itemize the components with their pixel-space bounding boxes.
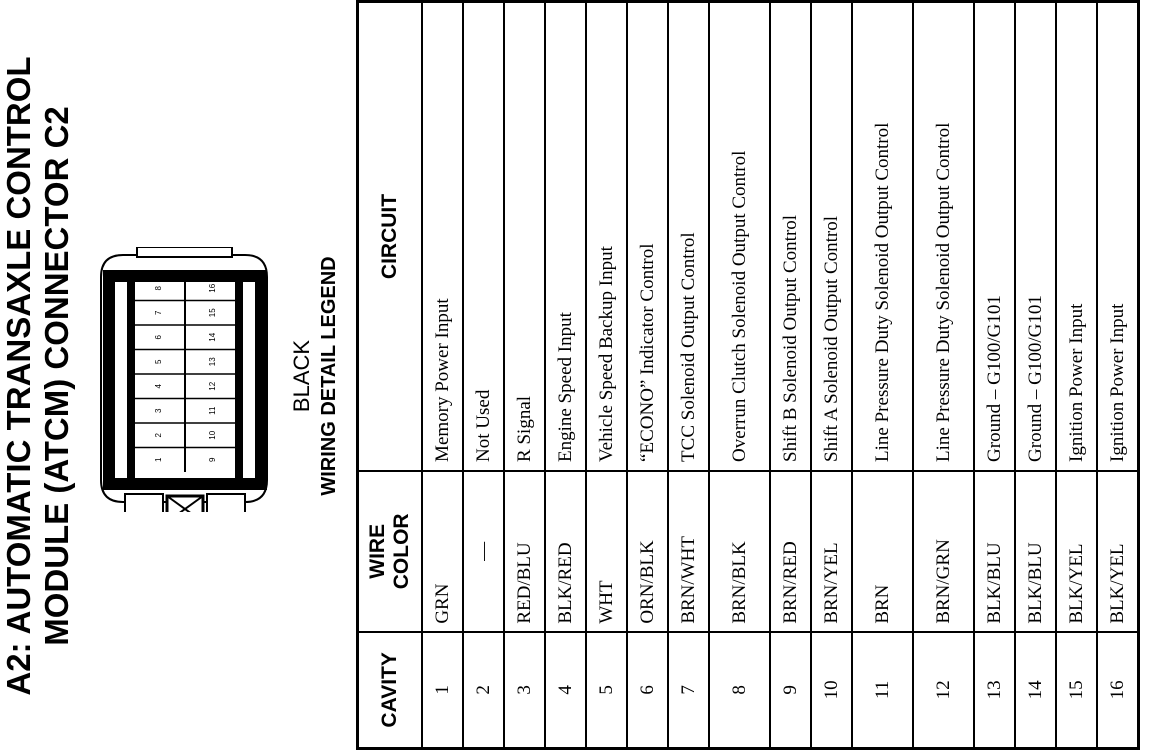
header-cavity: CAVITY: [358, 632, 423, 749]
page-title: [0, 0, 76, 752]
table-row: [586, 2, 627, 749]
wire-color-cell: BLK/YEL: [1056, 471, 1097, 632]
table-row: [811, 2, 852, 749]
header-wire-line2: COLOR: [390, 513, 413, 590]
circuit-cell: Ground – G100/G101: [974, 2, 1015, 471]
cavity-cell: 4: [545, 632, 586, 749]
pin-number: 1: [154, 457, 163, 462]
header-circuit: CIRCUIT: [358, 2, 423, 471]
pin-number: 16: [208, 283, 217, 293]
table-row: [422, 2, 463, 749]
cavity-cell: 3: [504, 632, 545, 749]
table-row: [545, 2, 586, 749]
table-row: [913, 2, 974, 749]
cavity-cell: 7: [668, 632, 709, 749]
pin-number: 4: [154, 384, 163, 389]
wire-color-cell: BRN/YEL: [811, 471, 852, 632]
title-line-2: MODULE (ATCM) CONNECTOR C2: [38, 106, 75, 646]
pin-number: 2: [154, 433, 163, 438]
pin-number: 14: [208, 332, 217, 342]
wire-color-cell: BLK/BLU: [1015, 471, 1056, 632]
pin-number: 12: [208, 381, 217, 391]
wire-color-cell: BLK/YEL: [1097, 471, 1139, 632]
pin-number: 9: [208, 457, 217, 462]
cavity-cell: 9: [770, 632, 811, 749]
wire-color-cell: —: [463, 471, 504, 632]
wiring-table: [356, 0, 1140, 750]
pin-number: 5: [154, 359, 163, 364]
pin-number: 11: [208, 406, 217, 415]
pin-number: 7: [154, 310, 163, 315]
circuit-cell: TCC Solenoid Output Control: [668, 2, 709, 471]
cavity-cell: 6: [627, 632, 668, 749]
table-row: [1015, 2, 1056, 749]
cavity-cell: 15: [1056, 632, 1097, 749]
wire-color-cell: BRN/WHT: [668, 471, 709, 632]
wire-color-cell: BRN/GRN: [913, 471, 974, 632]
circuit-cell: “ECONO” Indicator Control: [627, 2, 668, 471]
circuit-cell: Shift A Solenoid Output Control: [811, 2, 852, 471]
table-row: [668, 2, 709, 749]
table-row: [1056, 2, 1097, 749]
wire-color-cell: ORN/BLK: [627, 471, 668, 632]
wire-color-cell: GRN: [422, 471, 463, 632]
circuit-cell: Vehicle Speed Backup Input: [586, 2, 627, 471]
cavity-cell: 2: [463, 632, 504, 749]
table-row: [1097, 2, 1139, 749]
table-row: [974, 2, 1015, 749]
circuit-cell: Line Pressure Duty Solenoid Output Control: [852, 2, 913, 471]
circuit-cell: Not Used: [463, 2, 504, 471]
cavity-cell: 12: [913, 632, 974, 749]
cavity-cell: 11: [852, 632, 913, 749]
title-line-1: A2: AUTOMATIC TRANSAXLE CONTROL: [0, 56, 37, 696]
table-row: [852, 2, 913, 749]
cavity-cell: 10: [811, 632, 852, 749]
header-wire-line1: WIRE: [366, 523, 389, 579]
table-row: [709, 2, 770, 749]
wire-color-cell: BLK/BLU: [974, 471, 1015, 632]
cavity-cell: 14: [1015, 632, 1056, 749]
table-row: [463, 2, 504, 749]
pin-number: 3: [154, 408, 163, 413]
circuit-cell: Ground – G100/G101: [1015, 2, 1056, 471]
header-wire-color: [358, 471, 423, 632]
pin-number: 6: [154, 335, 163, 340]
circuit-cell: Overrun Clutch Solenoid Output Control: [709, 2, 770, 471]
circuit-cell: Shift B Solenoid Output Control: [770, 2, 811, 471]
circuit-cell: R Signal: [504, 2, 545, 471]
connector-color-label: BLACK: [289, 339, 314, 413]
cavity-cell: 8: [709, 632, 770, 749]
table-row: [627, 2, 668, 749]
wire-color-cell: BRN/BLK: [709, 471, 770, 632]
circuit-cell: Ignition Power Input: [1056, 2, 1097, 471]
wire-color-cell: WHT: [586, 471, 627, 632]
circuit-cell: Memory Power Input: [422, 2, 463, 471]
cavity-cell: 13: [974, 632, 1015, 749]
cavity-cell: 16: [1097, 632, 1139, 749]
wire-color-cell: BRN: [852, 471, 913, 632]
pin-number: 10: [208, 430, 217, 440]
legend-title: WIRING DETAIL LEGEND: [318, 256, 340, 496]
pin-number: 15: [208, 308, 217, 318]
wire-color-cell: BRN/RED: [770, 471, 811, 632]
connector-diagram: [95, 247, 275, 512]
table-row: [770, 2, 811, 749]
circuit-cell: Ignition Power Input: [1097, 2, 1139, 471]
table-row: [504, 2, 545, 749]
circuit-cell: Line Pressure Duty Solenoid Output Control: [913, 2, 974, 471]
cavity-cell: 5: [586, 632, 627, 749]
wire-color-cell: BLK/RED: [545, 471, 586, 632]
pin-number: 13: [208, 357, 217, 367]
circuit-cell: Engine Speed Input: [545, 2, 586, 471]
wire-color-cell: RED/BLU: [504, 471, 545, 632]
cavity-cell: 1: [422, 632, 463, 749]
pin-number: 8: [154, 286, 163, 291]
